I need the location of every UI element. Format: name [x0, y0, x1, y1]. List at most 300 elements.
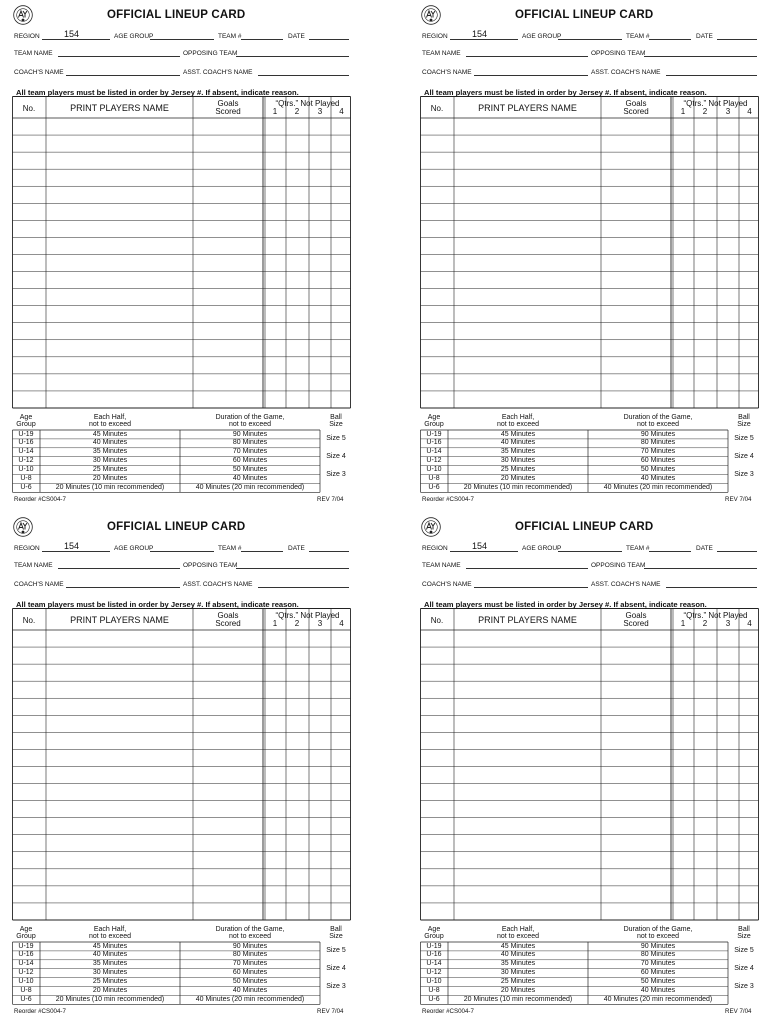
- duration-cell-game: 70 Minutes: [232, 960, 268, 968]
- duration-cell-game: 40 Minutes (20 min recommended): [195, 483, 305, 491]
- player-row[interactable]: [12, 818, 351, 835]
- player-row[interactable]: [420, 391, 759, 408]
- asst-coach-name-field[interactable]: [666, 587, 757, 588]
- card-title: OFFICIAL LINEUP CARD: [107, 521, 246, 533]
- duration-cell-game: 70 Minutes: [640, 960, 676, 968]
- duration-cell-half: 45 Minutes: [92, 430, 128, 438]
- col-header-goals-1: Goals: [217, 99, 239, 108]
- player-row[interactable]: [420, 869, 759, 886]
- dur-header-half-1: Each Half,: [93, 414, 127, 421]
- duration-cell-age: U-10: [18, 978, 34, 986]
- team-number-field[interactable]: [241, 39, 283, 40]
- ayso-logo-icon: [421, 5, 441, 25]
- player-row[interactable]: [420, 357, 759, 374]
- player-row[interactable]: [12, 186, 351, 203]
- dur-header-ball-2: Size: [329, 933, 343, 940]
- ball-size-label: Size 4: [734, 964, 754, 972]
- instruction-notice: All team players must be listed in order by Jersey #. If absent, indicate reason.: [424, 600, 707, 609]
- col-header-goals-1: Goals: [625, 611, 647, 620]
- player-row[interactable]: [420, 289, 759, 306]
- quarter-2-label: 2: [294, 619, 300, 628]
- duration-cell-game: 90 Minutes: [232, 942, 268, 950]
- duration-cell-half: 20 Minutes (10 min recommended): [463, 483, 573, 491]
- revision-date: REV 7/04: [317, 1008, 344, 1015]
- duration-cell-game: 90 Minutes: [232, 430, 268, 438]
- player-row[interactable]: [12, 869, 351, 886]
- asst-coach-name-field[interactable]: [258, 587, 349, 588]
- ball-size-label: Size 5: [326, 946, 346, 954]
- coach-name-label: COACH'S NAME: [422, 69, 472, 76]
- duration-cell-game: 40 Minutes (20 min recommended): [603, 995, 713, 1003]
- date-label: DATE: [288, 33, 305, 40]
- player-row[interactable]: [420, 715, 759, 732]
- dur-header-half-1: Each Half,: [93, 926, 127, 933]
- age-group-field[interactable]: [150, 551, 214, 552]
- dur-header-game-2: not to exceed: [636, 421, 680, 428]
- duration-cell-age: U-6: [428, 995, 440, 1003]
- duration-cell-game: 90 Minutes: [640, 942, 676, 950]
- duration-cell-half: 30 Minutes: [500, 457, 536, 465]
- dur-header-ball-2: Size: [737, 933, 751, 940]
- duration-cell-age: U-10: [426, 466, 442, 474]
- duration-cell-age: U-8: [20, 987, 32, 994]
- dur-header-age-2: Group: [16, 933, 36, 940]
- duration-cell-half: 20 Minutes: [500, 987, 536, 994]
- region-field[interactable]: [450, 551, 518, 552]
- player-row[interactable]: [12, 340, 351, 357]
- quarter-1-label: 1: [680, 619, 686, 628]
- dur-header-age-2: Group: [424, 933, 444, 940]
- duration-cell-half: 30 Minutes: [92, 969, 128, 977]
- team-number-field[interactable]: [649, 551, 691, 552]
- dur-header-ball-1: Ball: [330, 926, 342, 933]
- col-header-goals-2: Scored: [623, 619, 649, 628]
- player-row[interactable]: [420, 340, 759, 357]
- age-group-field[interactable]: [150, 39, 214, 40]
- duration-cell-game: 60 Minutes: [640, 969, 676, 977]
- player-row[interactable]: [12, 784, 351, 801]
- age-group-field[interactable]: [558, 39, 622, 40]
- opposing-team-field[interactable]: [236, 568, 349, 569]
- region-label: REGION: [14, 545, 40, 552]
- duration-cell-half: 30 Minutes: [500, 969, 536, 977]
- asst-coach-name-label: ASST. COACH'S NAME: [591, 581, 661, 588]
- player-row[interactable]: [420, 169, 759, 186]
- player-row[interactable]: [12, 732, 351, 749]
- instruction-notice: All team players must be listed in order by Jersey #. If absent, indicate reason.: [16, 600, 299, 609]
- reorder-number: Reorder #CS004-7: [422, 496, 474, 503]
- dur-header-game-1: Duration of the Game,: [215, 926, 285, 933]
- dur-header-ball-1: Ball: [738, 926, 750, 933]
- player-row[interactable]: [420, 203, 759, 220]
- dur-header-age-1: Age: [427, 414, 441, 421]
- duration-cell-game: 40 Minutes (20 min recommended): [603, 483, 713, 491]
- col-header-quarters: “Qtrs.” Not Played: [683, 611, 748, 620]
- dur-header-game-1: Duration of the Game,: [215, 414, 285, 421]
- duration-cell-half: 25 Minutes: [500, 978, 536, 986]
- quarter-1-label: 1: [680, 107, 686, 116]
- asst-coach-name-label: ASST. COACH'S NAME: [183, 69, 253, 76]
- duration-cell-half: 40 Minutes: [92, 951, 128, 959]
- player-row[interactable]: [420, 630, 759, 647]
- player-row[interactable]: [12, 801, 351, 818]
- player-row[interactable]: [420, 784, 759, 801]
- duration-cell-half: 20 Minutes (10 min recommended): [55, 483, 165, 491]
- player-row[interactable]: [420, 818, 759, 835]
- quarter-4-label: 4: [747, 619, 752, 628]
- player-row[interactable]: [12, 766, 351, 783]
- duration-cell-game: 40 Minutes: [640, 475, 676, 482]
- reorder-number: Reorder #CS004-7: [14, 496, 66, 503]
- region-field[interactable]: [42, 39, 110, 40]
- player-row[interactable]: [12, 237, 351, 254]
- card-title: OFFICIAL LINEUP CARD: [515, 521, 654, 533]
- duration-cell-age: U-19: [18, 942, 34, 950]
- duration-cell-half: 35 Minutes: [500, 960, 536, 968]
- player-row[interactable]: [12, 357, 351, 374]
- coach-name-label: COACH'S NAME: [14, 581, 64, 588]
- dur-header-ball-1: Ball: [330, 414, 342, 421]
- quarter-4-label: 4: [339, 107, 344, 116]
- region-value: 154: [472, 541, 488, 551]
- col-header-goals-2: Scored: [215, 619, 241, 628]
- card-title: OFFICIAL LINEUP CARD: [107, 9, 246, 21]
- duration-cell-half: 35 Minutes: [500, 448, 536, 456]
- ball-size-label: Size 4: [326, 452, 346, 460]
- player-row[interactable]: [12, 715, 351, 732]
- player-row[interactable]: [12, 698, 351, 715]
- duration-cell-age: U-6: [20, 995, 32, 1003]
- player-row[interactable]: [420, 801, 759, 818]
- team-name-field[interactable]: [466, 568, 588, 569]
- region-value: 154: [472, 29, 488, 39]
- date-field[interactable]: [717, 39, 757, 40]
- dur-header-age-1: Age: [19, 926, 33, 933]
- instruction-notice: All team players must be listed in order by Jersey #. If absent, indicate reason.: [16, 88, 299, 97]
- duration-cell-game: 60 Minutes: [232, 457, 268, 465]
- asst-coach-name-label: ASST. COACH'S NAME: [183, 581, 253, 588]
- lineup-card: [12, 516, 352, 1021]
- player-row[interactable]: [12, 664, 351, 681]
- duration-cell-game: 40 Minutes: [232, 475, 268, 482]
- team-name-field[interactable]: [58, 56, 180, 57]
- age-group-label: AGE GROUP: [522, 545, 562, 552]
- duration-cell-age: U-8: [20, 475, 32, 482]
- player-row[interactable]: [420, 664, 759, 681]
- dur-header-game-2: not to exceed: [228, 933, 272, 940]
- duration-cell-game: 60 Minutes: [640, 457, 676, 465]
- coach-name-field[interactable]: [66, 587, 180, 588]
- duration-cell-age: U-12: [426, 457, 442, 465]
- duration-cell-half: 45 Minutes: [500, 942, 536, 950]
- quarter-4-label: 4: [339, 619, 344, 628]
- duration-cell-game: 50 Minutes: [232, 978, 268, 986]
- lineup-card: [12, 4, 352, 509]
- player-row[interactable]: [420, 681, 759, 698]
- duration-cell-half: 45 Minutes: [500, 430, 536, 438]
- player-row[interactable]: [420, 835, 759, 852]
- player-row[interactable]: [12, 374, 351, 391]
- revision-date: REV 7/04: [317, 496, 344, 503]
- dur-header-half-2: not to exceed: [88, 933, 132, 940]
- duration-cell-game: 90 Minutes: [640, 430, 676, 438]
- player-row[interactable]: [12, 220, 351, 237]
- duration-cell-half: 20 Minutes: [92, 475, 128, 482]
- player-row[interactable]: [12, 203, 351, 220]
- duration-cell-age: U-19: [426, 942, 442, 950]
- duration-cell-game: 80 Minutes: [232, 951, 268, 959]
- player-row[interactable]: [12, 152, 351, 169]
- col-header-player-name: PRINT PLAYERS NAME: [70, 615, 169, 625]
- revision-date: REV 7/04: [725, 1008, 752, 1015]
- player-row[interactable]: [12, 835, 351, 852]
- age-group-label: AGE GROUP: [114, 545, 154, 552]
- duration-cell-half: 40 Minutes: [92, 439, 128, 447]
- player-row[interactable]: [420, 886, 759, 903]
- col-header-goals-1: Goals: [625, 99, 647, 108]
- duration-cell-age: U-19: [18, 430, 34, 438]
- team-number-field[interactable]: [649, 39, 691, 40]
- duration-cell-game: 70 Minutes: [232, 448, 268, 456]
- dur-header-ball-2: Size: [329, 421, 343, 428]
- duration-cell-half: 20 Minutes: [500, 475, 536, 482]
- player-row[interactable]: [420, 852, 759, 869]
- date-label: DATE: [696, 545, 713, 552]
- coach-name-field[interactable]: [474, 587, 588, 588]
- duration-cell-half: 40 Minutes: [500, 439, 536, 447]
- player-row[interactable]: [12, 306, 351, 323]
- duration-cell-age: U-6: [20, 483, 32, 491]
- duration-cell-half: 30 Minutes: [92, 457, 128, 465]
- duration-cell-game: 80 Minutes: [640, 951, 676, 959]
- team-name-field[interactable]: [466, 56, 588, 57]
- col-header-number: No.: [22, 104, 36, 113]
- instruction-notice: All team players must be listed in order by Jersey #. If absent, indicate reason.: [424, 88, 707, 97]
- player-row[interactable]: [420, 118, 759, 135]
- age-group-label: AGE GROUP: [522, 33, 562, 40]
- dur-header-ball-2: Size: [737, 421, 751, 428]
- duration-cell-game: 70 Minutes: [640, 448, 676, 456]
- team-number-label: TEAM #: [218, 33, 242, 40]
- dur-header-age-2: Group: [424, 421, 444, 428]
- duration-cell-half: 35 Minutes: [92, 960, 128, 968]
- quarter-2-label: 2: [702, 619, 708, 628]
- team-number-label: TEAM #: [626, 545, 650, 552]
- opposing-team-label: OPPOSING TEAM: [591, 50, 646, 57]
- duration-cell-half: 20 Minutes: [92, 987, 128, 994]
- player-row[interactable]: [420, 323, 759, 340]
- ayso-logo-icon: [421, 517, 441, 537]
- dur-header-age-2: Group: [16, 421, 36, 428]
- col-header-quarters: “Qtrs.” Not Played: [683, 99, 748, 108]
- quarter-3-label: 3: [317, 619, 323, 628]
- age-group-field[interactable]: [558, 551, 622, 552]
- region-label: REGION: [14, 33, 40, 40]
- col-header-quarters: “Qtrs.” Not Played: [275, 611, 340, 620]
- col-header-quarters: “Qtrs.” Not Played: [275, 99, 340, 108]
- card-title: OFFICIAL LINEUP CARD: [515, 9, 654, 21]
- opposing-team-label: OPPOSING TEAM: [183, 50, 238, 57]
- quarter-3-label: 3: [725, 619, 731, 628]
- team-name-label: TEAM NAME: [422, 50, 461, 57]
- team-name-label: TEAM NAME: [422, 562, 461, 569]
- ball-size-label: Size 3: [734, 470, 754, 478]
- col-header-number: No.: [430, 616, 444, 625]
- ball-size-label: Size 3: [734, 982, 754, 990]
- duration-cell-game: 50 Minutes: [640, 978, 676, 986]
- col-header-goals-2: Scored: [215, 107, 241, 116]
- player-row[interactable]: [12, 647, 351, 664]
- player-row[interactable]: [12, 681, 351, 698]
- region-label: REGION: [422, 545, 448, 552]
- coach-name-field[interactable]: [66, 75, 180, 76]
- duration-cell-half: 45 Minutes: [92, 942, 128, 950]
- ball-size-label: Size 5: [326, 434, 346, 442]
- duration-cell-game: 60 Minutes: [232, 969, 268, 977]
- col-header-player-name: PRINT PLAYERS NAME: [478, 103, 577, 113]
- duration-cell-age: U-14: [18, 448, 34, 456]
- duration-cell-age: U-6: [428, 483, 440, 491]
- asst-coach-name-label: ASST. COACH'S NAME: [591, 69, 661, 76]
- opposing-team-field[interactable]: [644, 56, 757, 57]
- coach-name-label: COACH'S NAME: [422, 581, 472, 588]
- player-row[interactable]: [420, 254, 759, 271]
- ball-size-label: Size 3: [326, 982, 346, 990]
- duration-cell-age: U-14: [18, 960, 34, 968]
- player-row[interactable]: [12, 630, 351, 647]
- duration-cell-game: 80 Minutes: [640, 439, 676, 447]
- duration-cell-age: U-16: [18, 951, 34, 959]
- duration-cell-half: 35 Minutes: [92, 448, 128, 456]
- team-name-field[interactable]: [58, 568, 180, 569]
- ball-size-label: Size 4: [326, 964, 346, 972]
- player-row[interactable]: [12, 749, 351, 766]
- duration-cell-age: U-8: [428, 987, 440, 994]
- player-row[interactable]: [12, 289, 351, 306]
- dur-header-ball-1: Ball: [738, 414, 750, 421]
- opposing-team-field[interactable]: [236, 56, 349, 57]
- player-row[interactable]: [420, 732, 759, 749]
- dur-header-half-2: not to exceed: [88, 421, 132, 428]
- age-group-label: AGE GROUP: [114, 33, 154, 40]
- region-value: 154: [64, 541, 80, 551]
- col-header-number: No.: [430, 104, 444, 113]
- player-row[interactable]: [420, 698, 759, 715]
- duration-cell-age: U-10: [426, 978, 442, 986]
- date-label: DATE: [288, 545, 305, 552]
- dur-header-game-2: not to exceed: [636, 933, 680, 940]
- player-row[interactable]: [420, 903, 759, 920]
- duration-cell-game: 50 Minutes: [640, 466, 676, 474]
- player-row[interactable]: [12, 135, 351, 152]
- dur-header-half-1: Each Half,: [501, 926, 535, 933]
- dur-header-game-2: not to exceed: [228, 421, 272, 428]
- coach-name-field[interactable]: [474, 75, 588, 76]
- dur-header-half-1: Each Half,: [501, 414, 535, 421]
- player-row[interactable]: [420, 135, 759, 152]
- region-field[interactable]: [42, 551, 110, 552]
- opposing-team-field[interactable]: [644, 568, 757, 569]
- col-header-player-name: PRINT PLAYERS NAME: [70, 103, 169, 113]
- player-row[interactable]: [420, 237, 759, 254]
- region-field[interactable]: [450, 39, 518, 40]
- player-row[interactable]: [12, 272, 351, 289]
- duration-cell-game: 50 Minutes: [232, 466, 268, 474]
- duration-cell-age: U-12: [18, 969, 34, 977]
- region-label: REGION: [422, 33, 448, 40]
- team-number-label: TEAM #: [218, 545, 242, 552]
- ball-size-label: Size 5: [734, 434, 754, 442]
- region-value: 154: [64, 29, 80, 39]
- player-row[interactable]: [420, 220, 759, 237]
- team-name-label: TEAM NAME: [14, 562, 53, 569]
- dur-header-half-2: not to exceed: [496, 421, 540, 428]
- quarter-2-label: 2: [702, 107, 708, 116]
- date-field[interactable]: [717, 551, 757, 552]
- ball-size-label: Size 5: [734, 946, 754, 954]
- duration-cell-game: 80 Minutes: [232, 439, 268, 447]
- player-row[interactable]: [420, 647, 759, 664]
- player-row[interactable]: [12, 886, 351, 903]
- quarter-3-label: 3: [725, 107, 731, 116]
- quarter-1-label: 1: [272, 107, 278, 116]
- duration-cell-game: 40 Minutes: [232, 987, 268, 994]
- opposing-team-label: OPPOSING TEAM: [591, 562, 646, 569]
- player-row[interactable]: [420, 272, 759, 289]
- dur-header-game-1: Duration of the Game,: [623, 926, 693, 933]
- date-field[interactable]: [309, 39, 349, 40]
- asst-coach-name-field[interactable]: [258, 75, 349, 76]
- lineup-card: [420, 4, 760, 509]
- duration-cell-half: 20 Minutes (10 min recommended): [55, 995, 165, 1003]
- ayso-logo-icon: [13, 517, 33, 537]
- revision-date: REV 7/04: [725, 496, 752, 503]
- duration-cell-half: 20 Minutes (10 min recommended): [463, 995, 573, 1003]
- player-row[interactable]: [420, 749, 759, 766]
- date-field[interactable]: [309, 551, 349, 552]
- player-row[interactable]: [12, 391, 351, 408]
- player-row[interactable]: [420, 306, 759, 323]
- player-row[interactable]: [12, 169, 351, 186]
- player-row[interactable]: [12, 903, 351, 920]
- quarter-4-label: 4: [747, 107, 752, 116]
- player-row[interactable]: [420, 766, 759, 783]
- player-row[interactable]: [420, 186, 759, 203]
- lineup-card: [420, 516, 760, 1021]
- player-row[interactable]: [12, 323, 351, 340]
- quarter-1-label: 1: [272, 619, 278, 628]
- player-row[interactable]: [12, 118, 351, 135]
- col-header-goals-1: Goals: [217, 611, 239, 620]
- ball-size-label: Size 3: [326, 470, 346, 478]
- ayso-logo-icon: [13, 5, 33, 25]
- duration-cell-age: U-19: [426, 430, 442, 438]
- duration-cell-age: U-14: [426, 448, 442, 456]
- player-row[interactable]: [12, 254, 351, 271]
- date-label: DATE: [696, 33, 713, 40]
- asst-coach-name-field[interactable]: [666, 75, 757, 76]
- duration-cell-age: U-14: [426, 960, 442, 968]
- player-row[interactable]: [12, 852, 351, 869]
- duration-cell-half: 25 Minutes: [92, 978, 128, 986]
- player-row[interactable]: [420, 374, 759, 391]
- team-number-field[interactable]: [241, 551, 283, 552]
- player-row[interactable]: [420, 152, 759, 169]
- ball-size-label: Size 4: [734, 452, 754, 460]
- reorder-number: Reorder #CS004-7: [14, 1008, 66, 1015]
- quarter-2-label: 2: [294, 107, 300, 116]
- dur-header-game-1: Duration of the Game,: [623, 414, 693, 421]
